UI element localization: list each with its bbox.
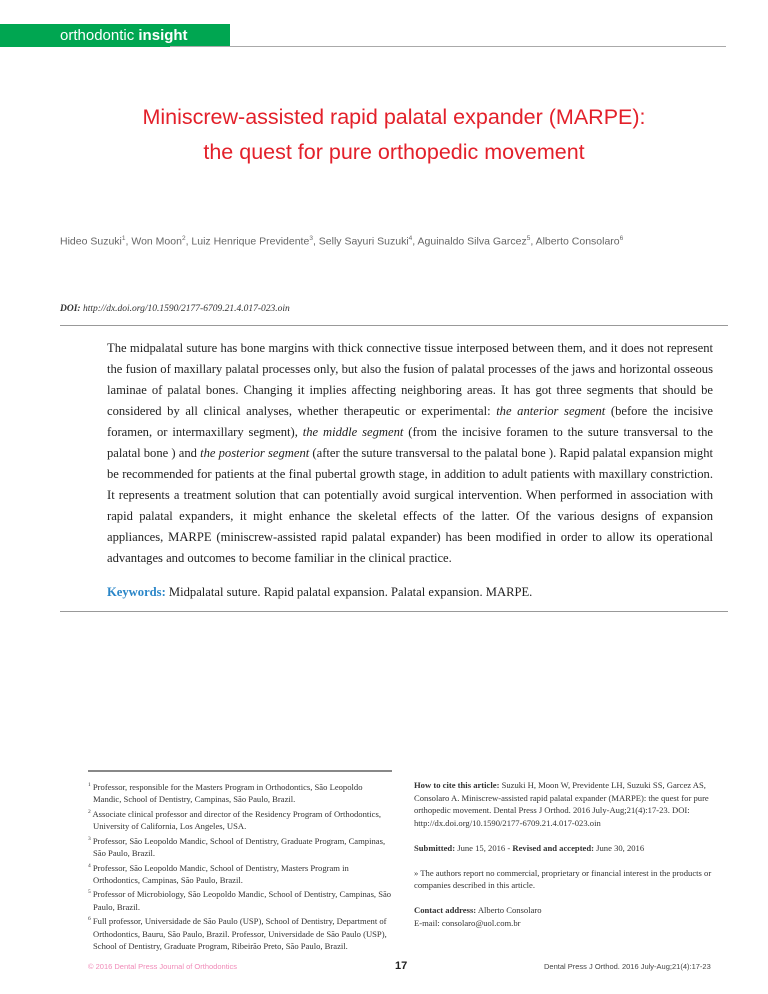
keywords-value: Midpalatal suture. Rapid palatal expansion. Palatal expansion. MARPE. xyxy=(165,585,533,599)
citation xyxy=(414,779,719,829)
footnote-rule xyxy=(88,770,392,772)
footnote xyxy=(88,913,392,952)
abstract xyxy=(107,338,713,569)
journal-reference: Dental Press J Orthod. 2016 July-Aug;21(4):17-23 xyxy=(544,962,711,971)
contact xyxy=(414,904,719,929)
citation-label: How to cite this article: xyxy=(414,780,500,790)
footnote-mark: 2 xyxy=(88,808,91,815)
page-number: 17 xyxy=(395,960,408,972)
accepted-date: June 30, 2016 xyxy=(594,842,645,853)
section-label-bold: insight xyxy=(138,27,188,44)
author: Hideo Suzuki xyxy=(60,235,122,248)
author-affiliation-mark: 3 xyxy=(309,235,313,242)
contact-name: Alberto Consolaro xyxy=(476,905,542,915)
abstract-text: (before the incisive foramen, or intermaxillary segment), xyxy=(107,404,714,439)
footnote-mark: 5 xyxy=(88,889,91,896)
author: Alberto Consolaro xyxy=(535,235,620,248)
copyright: © 2016 Dental Press Journal of Orthodontics xyxy=(88,962,237,971)
contact-email[interactable]: E-mail: consolaro@uol.com.br xyxy=(414,917,521,928)
author-affiliation-mark: 6 xyxy=(619,235,624,242)
disclosure: » The authors report no commercial, proprietary or financial interest in the products or companies described in this article. xyxy=(414,867,712,890)
footnote-text: Professor, São Leopoldo Mandic, School of Dentistry, Graduate Program, Campinas, São Paulo, Brazil. xyxy=(92,835,386,859)
article-info xyxy=(414,779,719,929)
author-affiliation-mark: 2 xyxy=(181,235,186,242)
dates xyxy=(414,842,719,855)
doi-label: DOI: xyxy=(60,304,81,314)
footnote-text: Professor, São Leopoldo Mandic, School of Dentistry, Masters Program in Orthodontics, Campinas, São Paulo, Brazil. xyxy=(92,862,349,885)
divider xyxy=(60,611,728,612)
abstract-italic: the anterior segment xyxy=(496,404,606,418)
footnote xyxy=(88,886,392,913)
submitted-label: Submitted: xyxy=(414,842,456,853)
abstract-block xyxy=(107,338,713,601)
footnote-text: Professor of Microbiology, São Leopoldo Mandic, School of Dentistry, Campinas, São Paulo, Brazil. xyxy=(92,889,392,912)
author: Won Moon xyxy=(131,235,182,248)
divider xyxy=(60,325,728,326)
abstract-italic: the posterior segment xyxy=(200,446,310,460)
footnote xyxy=(88,833,392,860)
footnote-text: Associate clinical professor and director of the Residency Program of Orthodontics, University of California, Los Angeles, USA. xyxy=(92,808,381,832)
title-line-2: the quest for pure orthopedic movement xyxy=(203,140,585,164)
abstract-text: (from the incisive foramen to the suture transversal to the palatal bone ) and xyxy=(107,425,713,460)
author-affiliation-mark: 4 xyxy=(408,235,413,242)
footnote xyxy=(88,860,392,887)
footnote-mark: 6 xyxy=(88,916,91,923)
section-tab xyxy=(0,24,230,47)
section-label: orthodontic xyxy=(60,27,139,44)
citation-text: Suzuki H, Moon W, Previdente LH, Suzuki SS, Garcez AS, Consolaro A. Miniscrew-assisted rapid palatal expander (MARPE): the quest for pure orthopedic movement. Dental Press J Orthod. 2016 July-Aug;21(4):17-23. DOI: http://dx.doi.org/10.1590/2177-6709.21.4.017-023.oin xyxy=(414,780,709,828)
author: Aguinaldo Silva Garcez xyxy=(417,235,527,248)
abstract-text: The midpalatal suture has bone margins with thick connective tissue interposed between them, and it does not represent the fusion of maxillary palatal processes only, but also the fusion of palatal processes of the jaws and horizontal osseous laminae of palatal bones. Changing it implies affecting neighboring areas. It has got three segments that should be considered by all clinical analyses, whether therapeutic or experimental: xyxy=(107,341,713,418)
author-affiliation-mark: 5 xyxy=(526,235,531,242)
footnote-mark: 1 xyxy=(88,782,91,788)
author: Selly Sayuri Suzuki xyxy=(318,235,409,248)
title-line-1: Miniscrew-assisted rapid palatal expander (MARPE): xyxy=(142,105,646,129)
contact-label: Contact address: xyxy=(414,905,477,915)
accepted-label: Revised and accepted: xyxy=(512,842,595,853)
doi-link[interactable]: http://dx.doi.org/10.1590/2177-6709.21.4.017-023.oin xyxy=(80,304,290,314)
keywords-label: Keywords: xyxy=(107,585,166,599)
footnote-text: Full professor, Universidade de São Paulo (USP), School of Dentistry, Department of Orthodontics, Bauru, São Paulo, Brazil. Professor, Universidade de São Paulo (USP), School of Dentistry, Graduate Program, Ribeirão Preto, São Paulo, Brazil. xyxy=(92,916,387,952)
footnote-mark: 3 xyxy=(88,835,91,842)
footnote xyxy=(88,779,392,806)
footnote-text: Professor, responsible for the Masters Program in Orthodontics, São Leopoldo Mandic, School of Dentistry, Campinas, São Paulo, Brazil. xyxy=(92,781,363,805)
author: Luiz Henrique Previdente xyxy=(191,235,310,248)
footnote-mark: 4 xyxy=(88,862,91,869)
keywords xyxy=(107,583,713,601)
abstract-italic: the middle segment xyxy=(302,425,404,439)
article-title xyxy=(60,100,728,170)
header-rule xyxy=(170,46,726,47)
affiliations xyxy=(88,779,392,953)
author-list: Hideo Suzuki$^1$, Won Moon$^2$, Luiz Henrique Previdente$^3$, Selly Sayuri Suzuki$^4$, Aguinaldo Silva Garcez$^5$, Alberto Consolaro$^6$ xyxy=(60,235,624,248)
abstract-text: (after the suture transversal to the palatal bone ). Rapid palatal expansion might be recommended for patients at the final pubertal growth stage, in addition to adult patients with maxillary constriction. It represents a treatment solution that can potentially avoid surgical intervention. When performed in association with rapid palatal expanders, it might enhance the skeletal effects of the latter. Of the various designs of expansion appliances, MARPE (miniscrew-assisted rapid palatal expander) has been modified in order to allow its operational advantages and outcomes to become familiar in the clinical practice. xyxy=(107,446,713,565)
author-affiliation-mark: 1 xyxy=(121,235,126,242)
submitted-date: June 15, 2016 - xyxy=(455,842,513,853)
doi xyxy=(60,304,290,314)
footnote xyxy=(88,806,392,833)
